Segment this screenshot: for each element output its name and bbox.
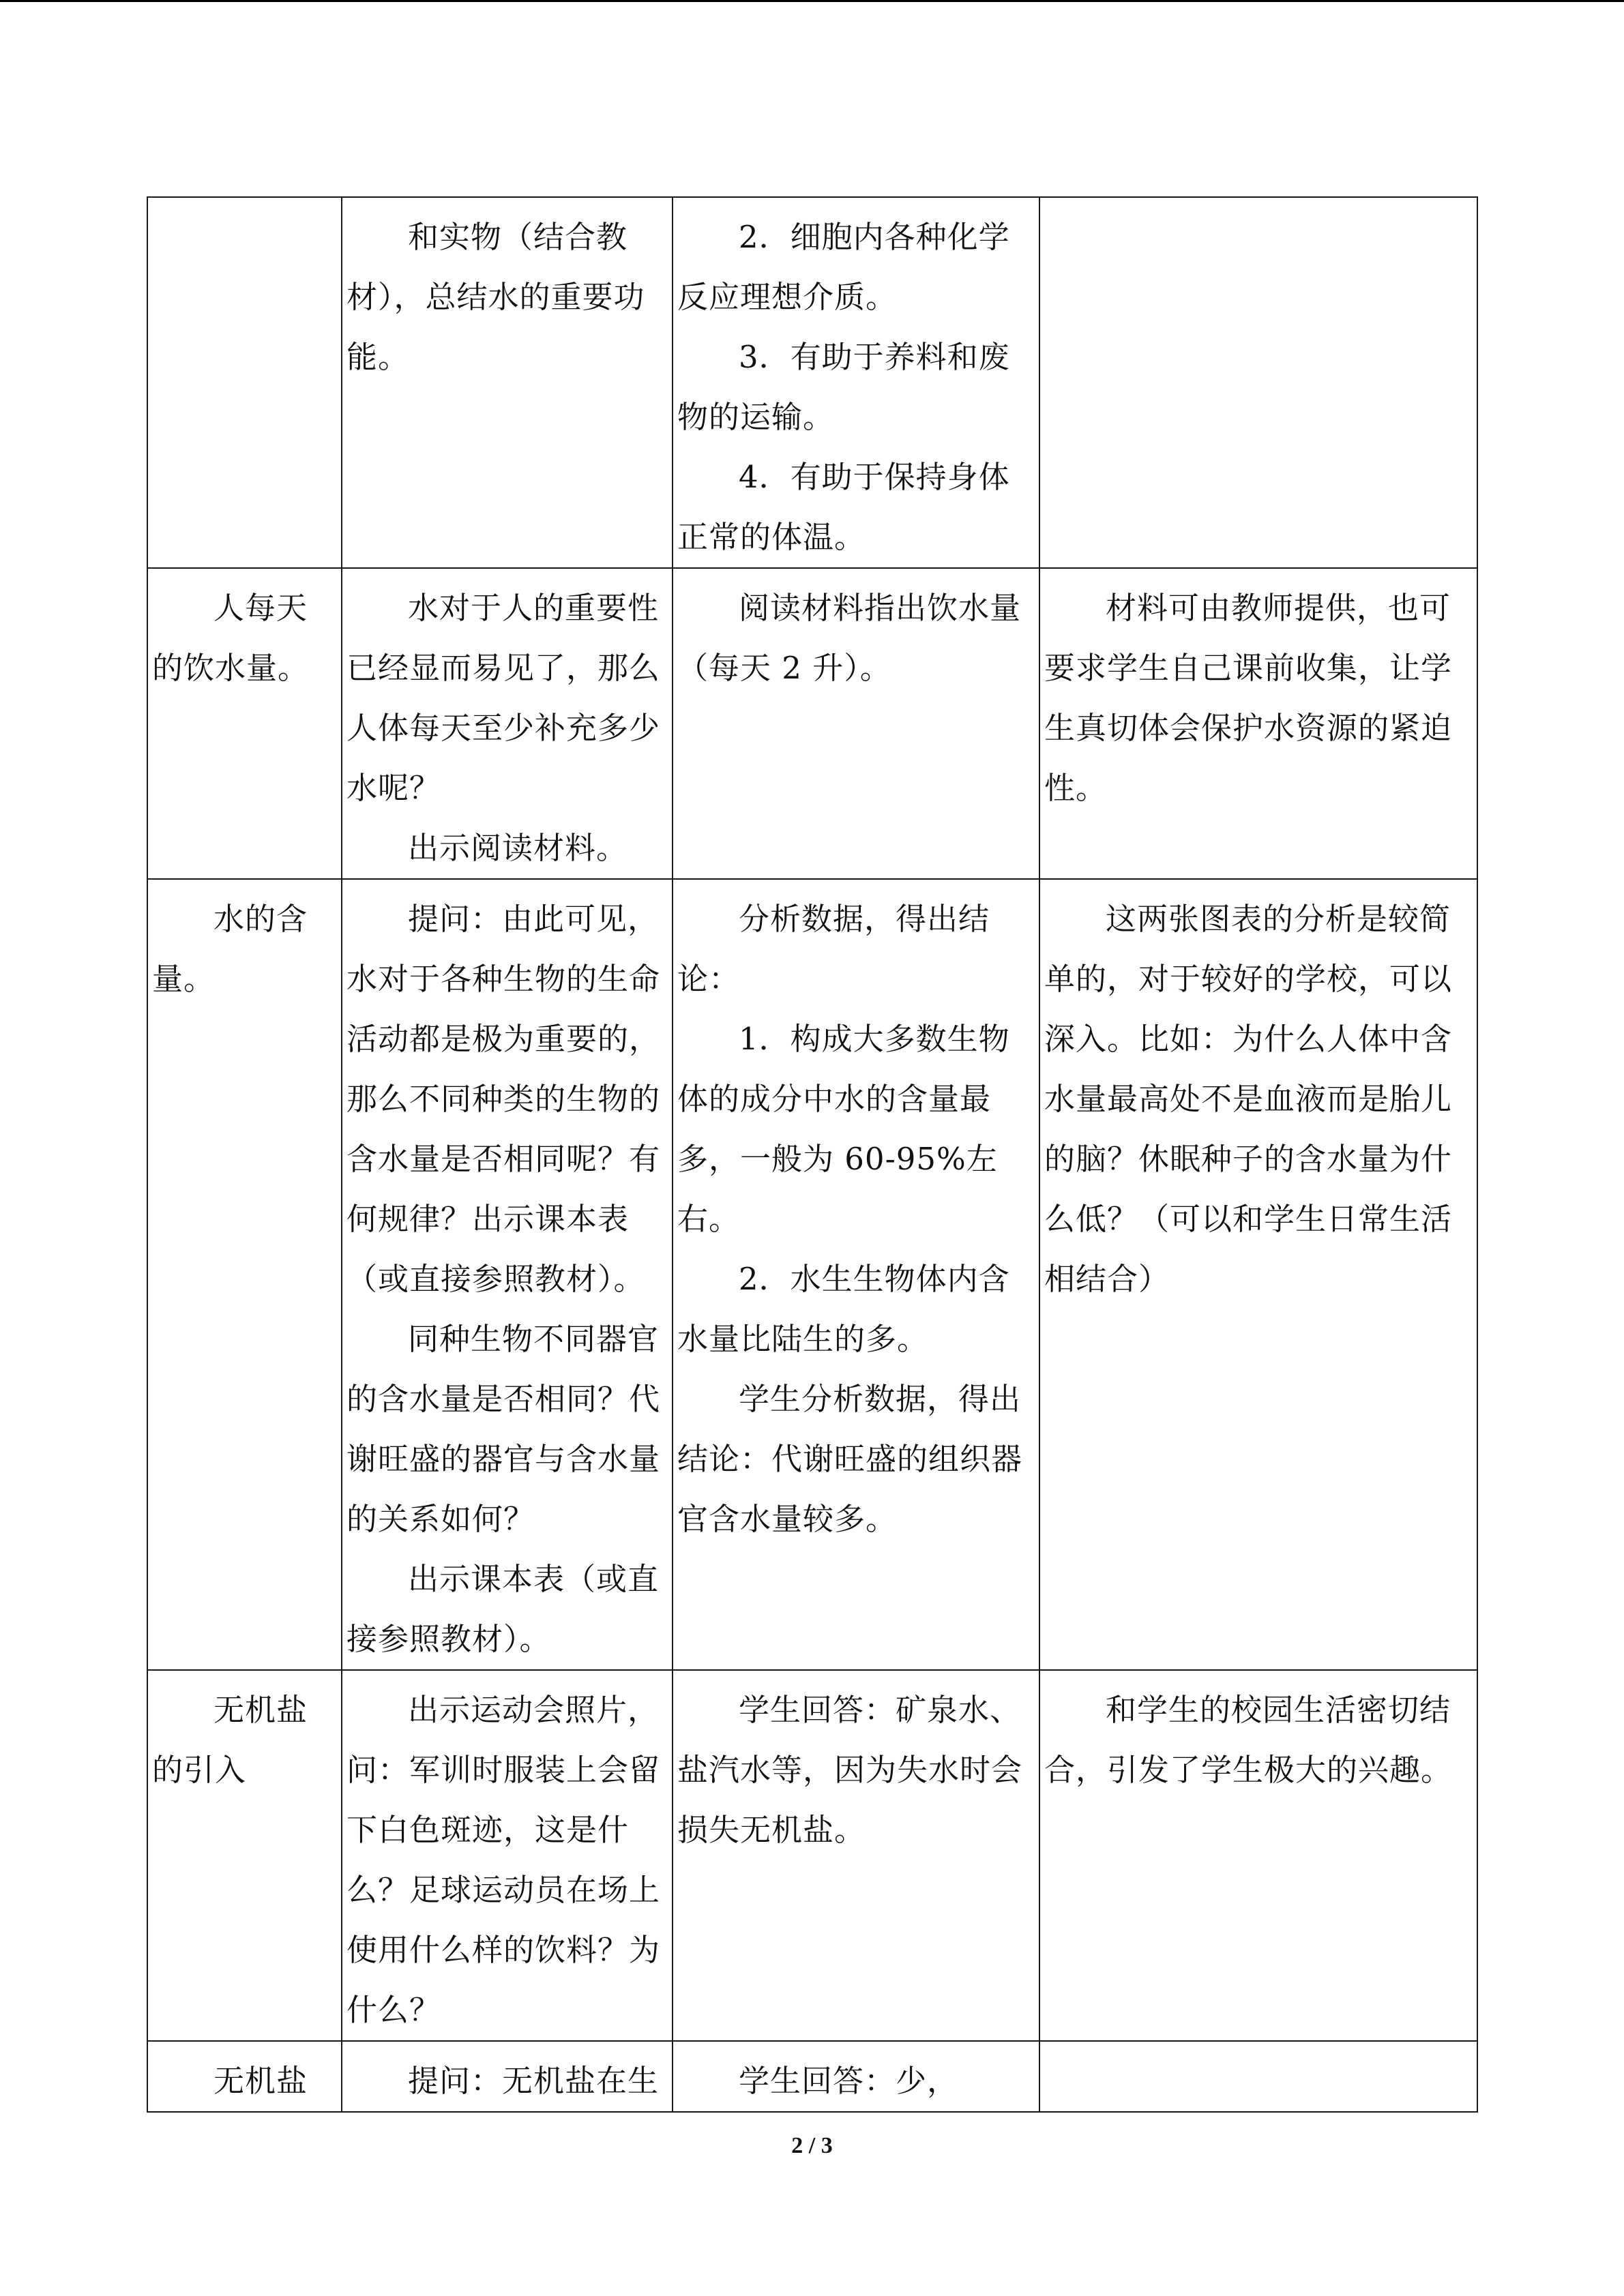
table-row	[147, 2041, 1477, 2112]
cell-paragraph: 学生回答：矿泉水、盐汽水等，因为失水时会损失无机盐。	[677, 1692, 1023, 1848]
cell-paragraph: 材料可由教师提供，也可要求学生自己课前收集，让学生真切体会保护水资源的紧迫性。	[1044, 590, 1453, 806]
teacher-activity-cell	[342, 1670, 673, 2041]
cell-paragraph: 4．有助于保持身体正常的体温。	[677, 459, 1010, 555]
cell-paragraph: 同种生物不同器官的含水量是否相同？代谢旺盛的器官与含水量的关系如何？	[346, 1321, 661, 1537]
stage-cell	[147, 568, 342, 879]
cell-paragraph: 学生回答：少，	[739, 2063, 959, 2099]
cell-paragraph: 2．细胞内各种化学反应理想介质。	[677, 219, 1010, 315]
cell-paragraph: 人每天的饮水量。	[152, 590, 310, 686]
cell-paragraph: 2．水生生物体内含水量比陆生的多。	[677, 1261, 1010, 1357]
table-row	[147, 1670, 1477, 2041]
cell-paragraph: 和实物（结合教材），总结水的重要功能。	[346, 219, 645, 375]
cell-paragraph: 水的含量。	[152, 901, 308, 997]
teacher-activity-cell	[342, 568, 673, 879]
stage-cell	[147, 1670, 342, 2041]
cell-paragraph: 这两张图表的分析是较简单的，对于较好的学校，可以深入。比如：为什么人体中含水量最高处不是血液而是胎儿的脑？休眠种子的含水量为什么低？（可以和学生日常生活相结合）	[1044, 901, 1453, 1297]
cell-paragraph: 水对于人的重要性已经显而易见了，那么人体每天至少补充多少水呢？	[346, 590, 661, 806]
teacher-activity-cell	[342, 879, 673, 1670]
design-note-cell	[1039, 568, 1477, 879]
teacher-activity-cell	[342, 2041, 673, 2112]
student-activity-cell	[673, 879, 1039, 1670]
table-row	[147, 879, 1477, 1670]
cell-paragraph: 和学生的校园生活密切结合，引发了学生极大的兴趣。	[1044, 1692, 1453, 1788]
teacher-activity-cell	[342, 197, 673, 568]
stage-cell	[147, 2041, 342, 2112]
cell-paragraph: 无机盐	[213, 2063, 308, 2099]
cell-paragraph: 学生分析数据，得出结论：代谢旺盛的组织器官含水量较多。	[677, 1381, 1023, 1537]
cell-paragraph: 提问：由此可见，水对于各种生物的生命活动都是极为重要的，那么不同种类的生物的含水量是否相同呢？有何规律？出示课本表（或直接参照教材）。	[346, 901, 661, 1297]
lesson-plan-table-body	[147, 197, 1477, 2112]
stage-cell	[147, 197, 342, 568]
cell-paragraph: 3．有助于养料和废物的运输。	[677, 339, 1010, 435]
cell-paragraph: 1．构成大多数生物体的成分中水的含量最多，一般为 60-95%左右。	[677, 1021, 1010, 1237]
page-number: 2 / 3	[791, 2133, 833, 2158]
design-note-cell	[1039, 197, 1477, 568]
table-row	[147, 197, 1477, 568]
table-row	[147, 568, 1477, 879]
stage-cell	[147, 879, 342, 1670]
cell-paragraph: 提问：无机盐在生	[408, 2063, 660, 2099]
lesson-plan-table	[147, 196, 1478, 2113]
design-note-cell	[1039, 2041, 1477, 2112]
student-activity-cell	[673, 568, 1039, 879]
cell-paragraph: 出示运动会照片，问：军训时服装上会留下白色斑迹，这是什么？足球运动员在场上使用什么样的饮料？为什么？	[346, 1692, 661, 2028]
cell-paragraph: 分析数据，得出结论：	[677, 901, 990, 997]
student-activity-cell	[673, 197, 1039, 568]
cell-paragraph: 阅读材料指出饮水量（每天 2 升）。	[677, 590, 1022, 686]
design-note-cell	[1039, 1670, 1477, 2041]
cell-paragraph: 无机盐的引入	[152, 1692, 308, 1788]
top-border-line	[0, 0, 1624, 2]
design-note-cell	[1039, 879, 1477, 1670]
student-activity-cell	[673, 2041, 1039, 2112]
cell-paragraph: 出示课本表（或直接参照教材）。	[346, 1561, 660, 1657]
cell-paragraph: 出示阅读材料。	[408, 830, 628, 866]
student-activity-cell	[673, 1670, 1039, 2041]
